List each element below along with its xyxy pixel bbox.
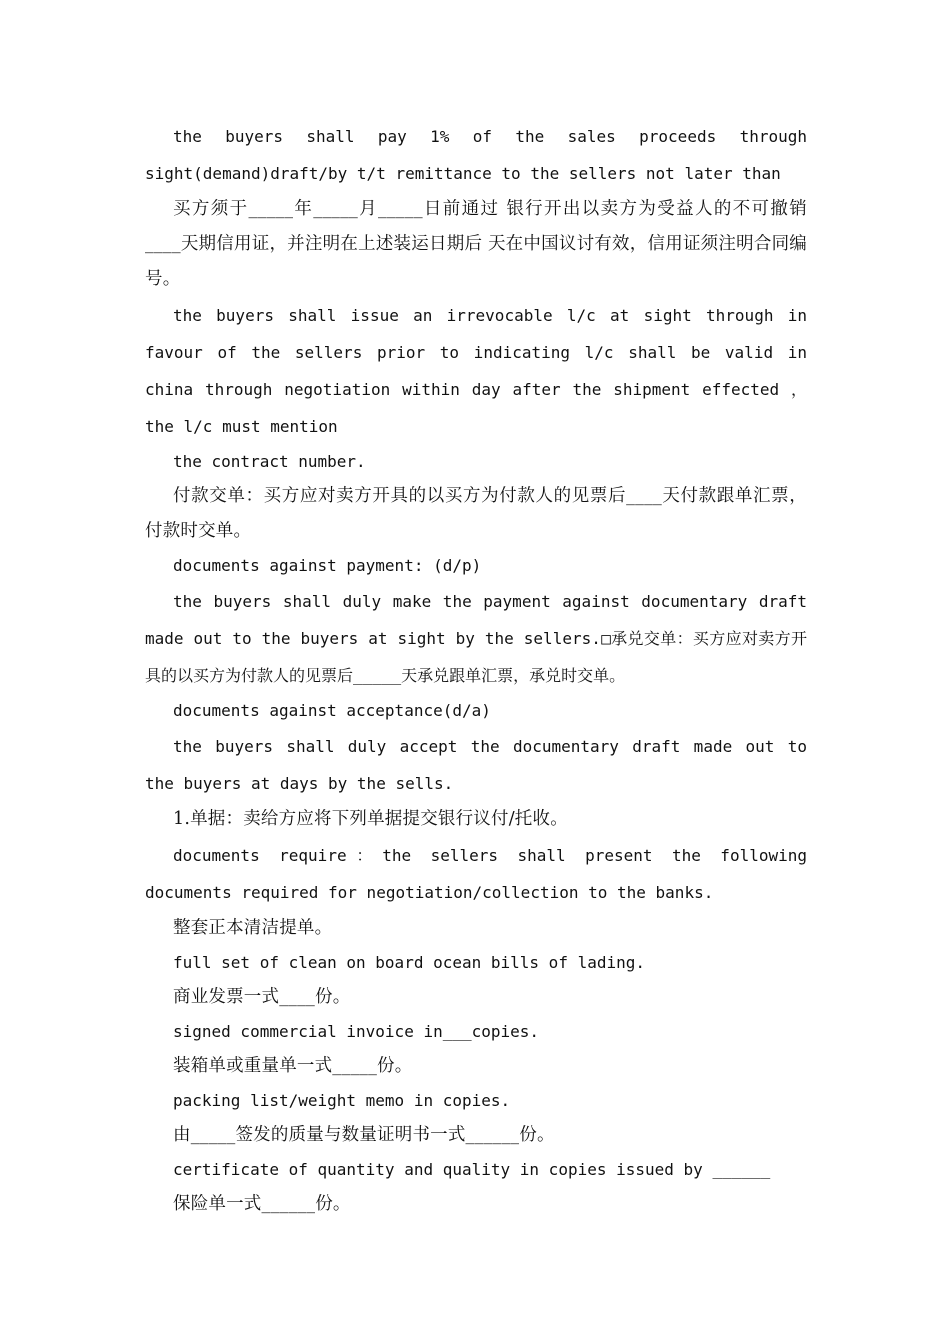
paragraph-da-heading: documents against acceptance(d/a) — [173, 701, 491, 720]
paragraph-insurance-cn: 保险单一式______份。 — [173, 1194, 351, 1214]
paragraph-dp-heading: documents against payment: (d/p) — [173, 556, 482, 575]
paragraph-dp-cn: 付款交单：买方应对卖方开具的以买方为付款人的见票后____天付款跟单汇票，付款时交单。 — [145, 486, 807, 541]
paragraph-lc-cn: 买方须于_____年_____月_____日前通过 银行开出以卖方为受益人的不可撤销____天期信用证，并注明在上述装运日期后 天在中国议讨有效，信用证须注明合同编号。 — [145, 199, 807, 289]
paragraph-contract-number: the contract number. — [173, 452, 366, 471]
paragraph-certificate-cn: 由_____签发的质量与数量证明书一式______份。 — [173, 1125, 555, 1145]
paragraph-invoice-cn: 商业发票一式____份。 — [173, 987, 351, 1007]
paragraph-lc-en: the buyers shall issue an irrevocable l/c at sight through in favour of the sellers prior to indicating l/c shall be valid in china through negotiation within day after the shipment effected ， the l/c must mention — [145, 306, 807, 436]
paragraph-documents-en: documents require：the sellers shall present the following documents required for negotiation/collection to the banks. — [145, 846, 807, 902]
paragraph-invoice-en: signed commercial invoice in___copies. — [173, 1022, 540, 1041]
paragraph-packing-en: packing list/weight memo in copies. — [173, 1091, 511, 1110]
paragraph-payment-remittance: the buyers shall pay 1% of the sales proceeds through sight(demand)draft/by t/t remittance to the sellers not later than — [145, 127, 807, 183]
paragraph-bill-of-lading-en: full set of clean on board ocean bills of lading. — [173, 953, 646, 972]
paragraph-dp-en-da-cn: the buyers shall duly make the payment against documentary draft made out to the buyers at sight by the sellers.□承兑交单：买方应对卖方开具的以买方为付款人的见票后_____天承兑跟单汇票，承兑时交单。 — [145, 592, 807, 685]
paragraph-packing-cn: 装箱单或重量单一式_____份。 — [173, 1056, 413, 1076]
paragraph-certificate-en: certificate of quantity and quality in copies issued by ______ — [173, 1160, 771, 1179]
paragraph-documents-cn: 1.单据：卖给方应将下列单据提交银行议付/托收。 — [173, 809, 568, 829]
paragraph-da-en: the buyers shall duly accept the documentary draft made out to the buyers at days by the sells. — [145, 737, 807, 793]
document-body — [145, 118, 807, 1222]
paragraph-bill-of-lading-cn: 整套正本清洁提单。 — [173, 918, 333, 938]
